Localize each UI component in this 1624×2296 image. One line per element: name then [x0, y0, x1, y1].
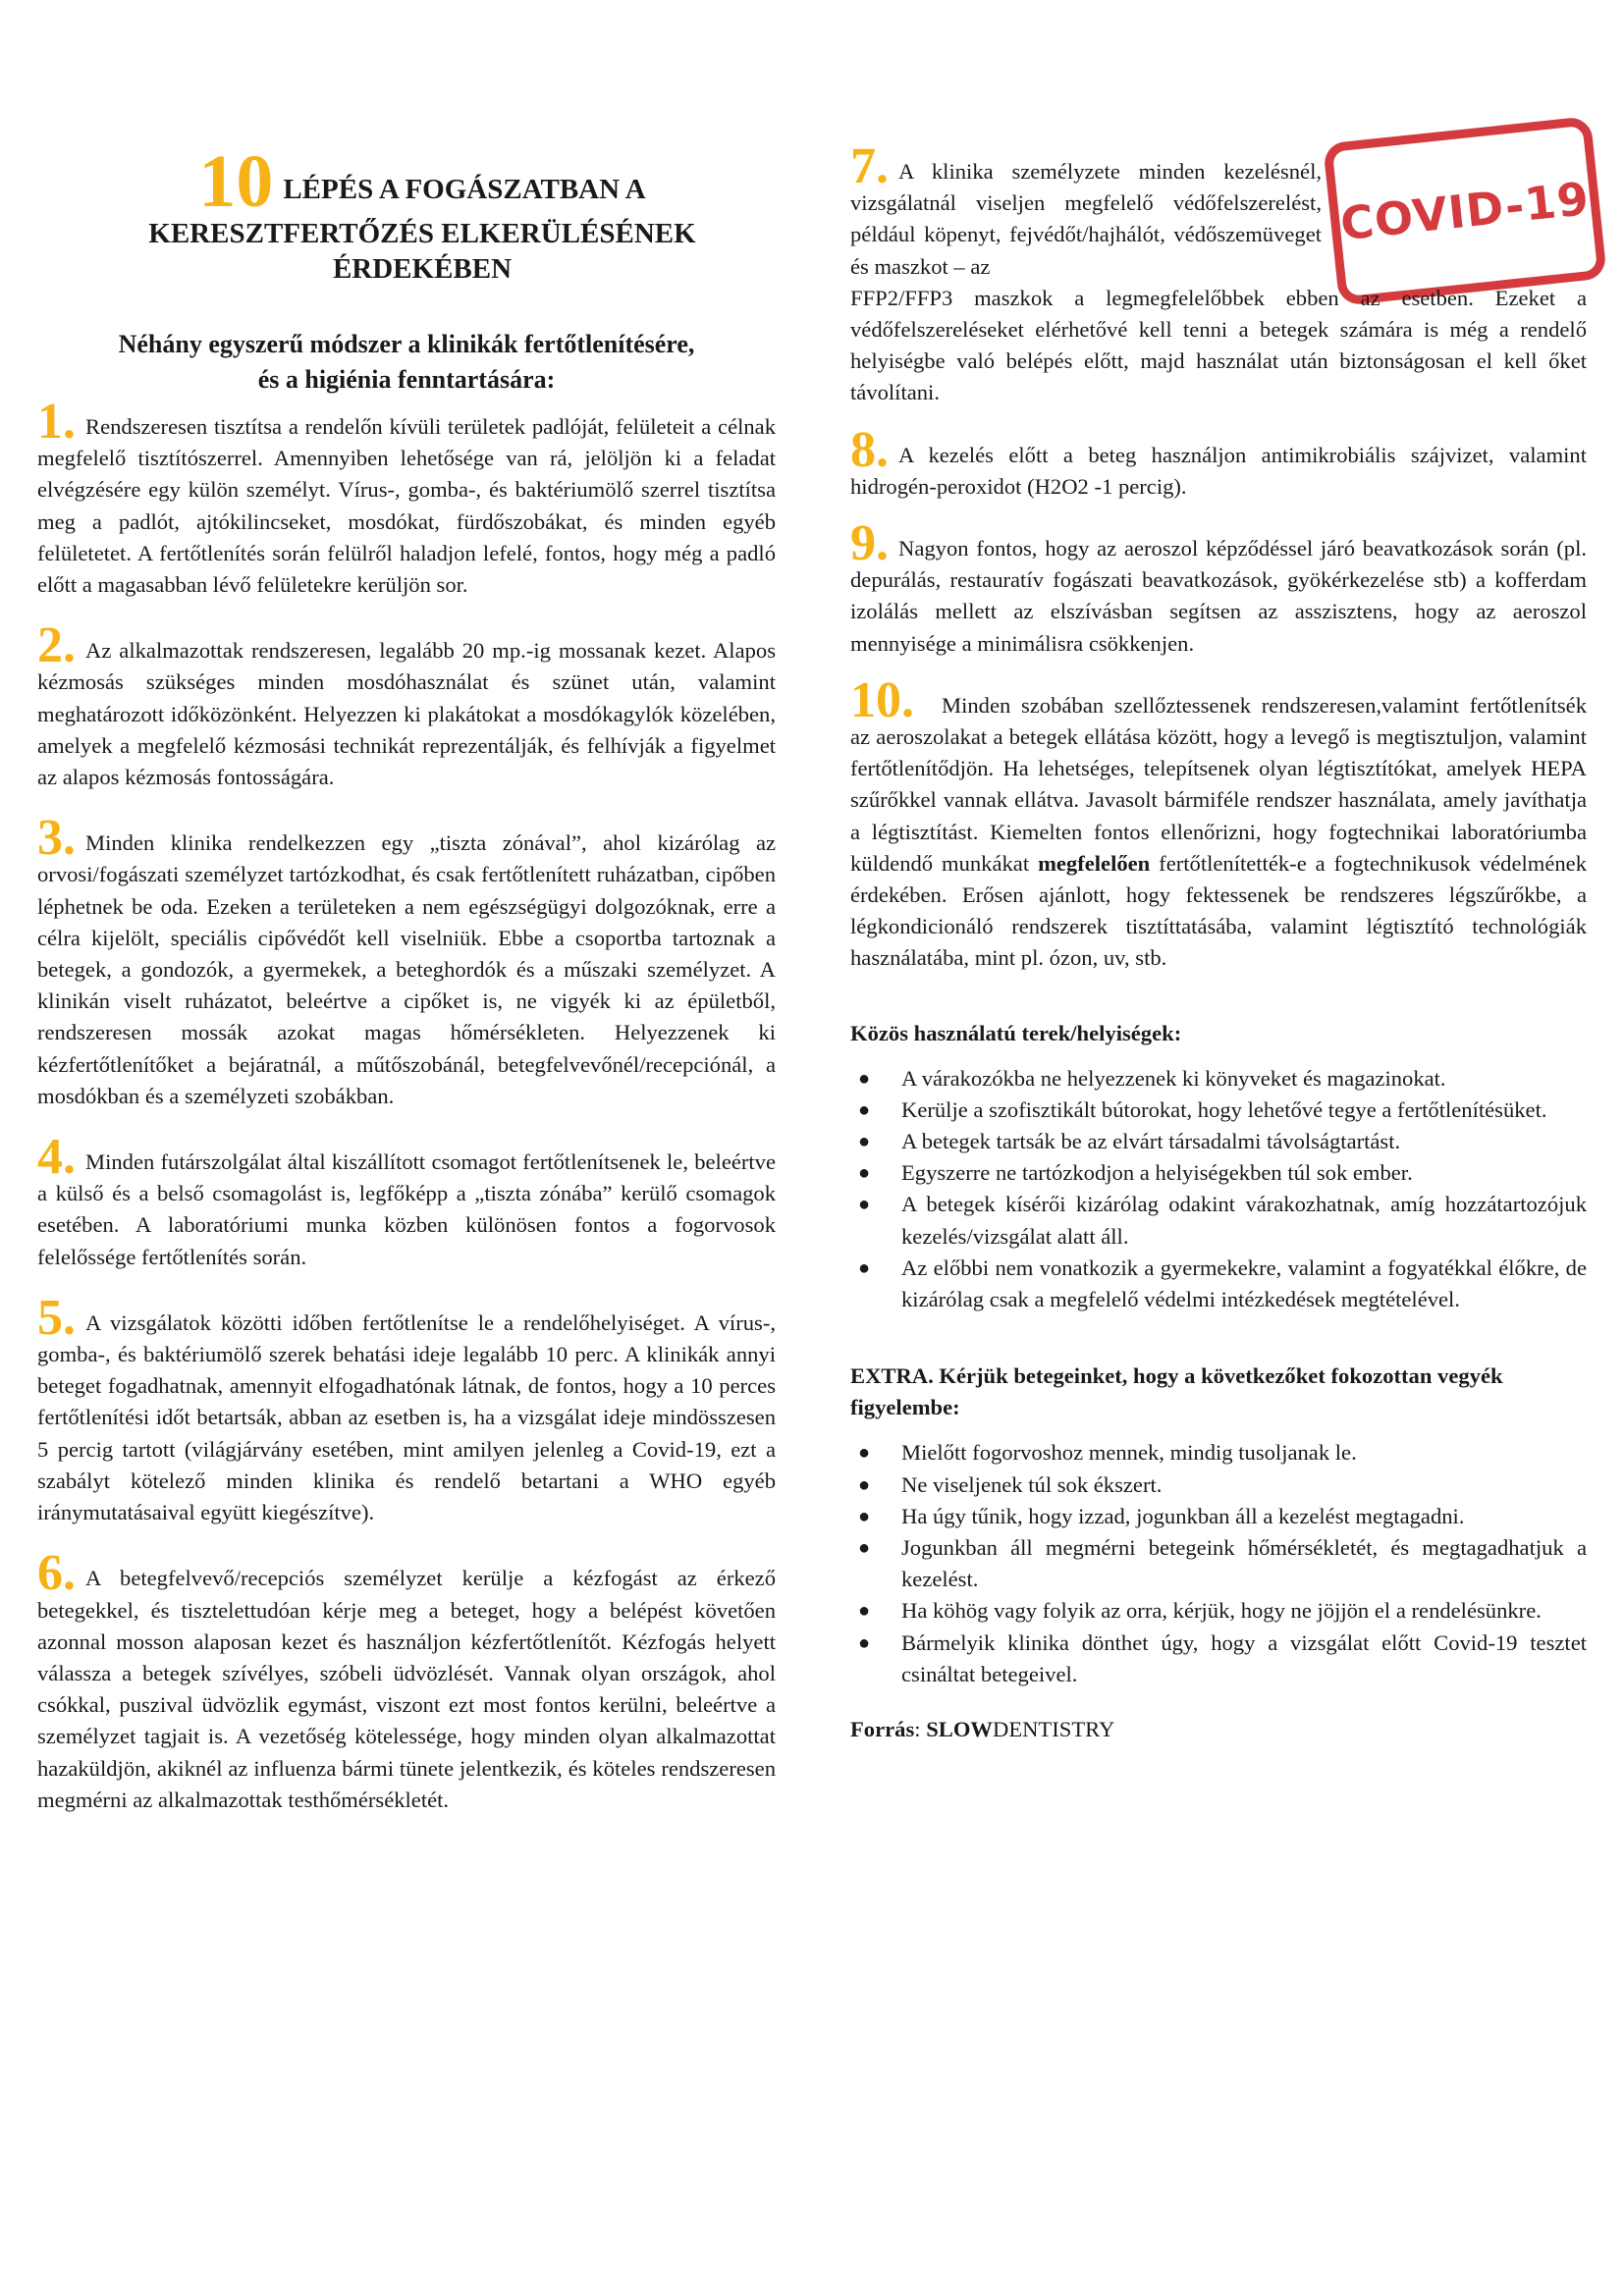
- step-7-number: 7.: [850, 138, 889, 194]
- bullet-icon: ●: [858, 1098, 871, 1121]
- step-1: [37, 394, 776, 601]
- step-2-number: 2.: [37, 617, 76, 674]
- list-item: ● Bármelyik klinika dönthet úgy, hogy a vizsgálat előtt Covid-19 tesztet csináltat betegeivel.: [850, 1628, 1587, 1690]
- step-9-number: 9.: [850, 515, 889, 572]
- step-3-text: Minden klinika rendelkezzen egy „tiszta zónával”, ahol kizárólag az orvosi/fogászati személyzet tartózkodhat, és csak fertőtlenített ruházatban, cipőben léphetnek be oda. Ezeken a területeken a nem egészségügyi dolgozóknak, erre a célra kijelölt, speciális cipővédőt kell viselniük. Ebbe a csoportba tartoznak a betegek, a gondozók, a gyermekek, a beteghordók és a műszaki személyzet. A klinikán viselt ruházatot, beleértve a cipőket is, ne vigyék ki az épületből, rendszeresen mossák azokat magas hőmérsékleten. Helyezzenek ki kézfertőtlenítőket a bejáratnál, a műtőszobánál, betegfelvevőnél/recepciónál, a mosdókban és a személyzeti szobákban.: [37, 830, 776, 1108]
- step-10: [850, 671, 1587, 975]
- list-item: ● Kerülje a szofisztikált bútorokat, hogy lehetővé tegye a fertőtlenítésüket.: [850, 1095, 1587, 1126]
- source-brand-rest: DENTISTRY: [993, 1716, 1115, 1741]
- step-1-text: Rendszeresen tisztítsa a rendelőn kívüli területek padlóját, felületeit a célnak megfelelő tisztítószerrel. Amennyiben lehetősége van rá, jelöljön ki a feladat elvégzésére egy külön személyt. Vírus-, gomba-, és baktériumölő szerrel tisztítsa meg a padlót, ajtókilincseket, mosdókat, fürdőszobákat, és minden egyéb felületetet. A fertőtlenítés során felülről haladjon lefelé, fontos, hogy még a padló előtt a magasabban lévő felületekre kerüljön sor.: [37, 414, 776, 598]
- step-6: [37, 1545, 776, 1816]
- step-7-text-a: A klinika személyzete minden kezelésnél, vizsgálatnál viseljen megfelelő védőfelszerelést, például köpenyt, fejvédőt/hajhálót, védőszemüveget és maszkot – az: [850, 159, 1322, 279]
- bullet-icon: ●: [858, 1631, 871, 1654]
- bullet-icon: ●: [858, 1162, 871, 1185]
- step-3: [37, 810, 776, 1112]
- step-9: [850, 515, 1587, 660]
- step-10-text-a: Minden szobában szellőztessenek rendszeresen,valamint fertőtlenítsék az aeroszolakat a betegek ellátása között, hogy a levegő is megtisztuljon, valamint fertőtlenítődjön. Ha lehetséges, telepítsenek olyan légtisztítókat, amelyek HEPA szűrőkkel vannak ellátva. Javasolt bármiféle rendszer használata, amely javíthatja a légtisztítást. Kiemelten fontos ellenőrizni, hogy fogtechnikai laboratóriumba küldendő munkákat: [850, 692, 1587, 876]
- bullet-icon: ●: [858, 1256, 871, 1279]
- title-line-3: ÉRDEKÉBEN: [332, 253, 513, 285]
- bullet-icon: ●: [858, 1473, 871, 1496]
- subtitle: [37, 327, 776, 398]
- list-item: ● Mielőtt fogorvoshoz mennek, mindig tusoljanak le.: [850, 1437, 1587, 1468]
- list-item: ● Egyszerre ne tartózkodjon a helyiségekben túl sok ember.: [850, 1157, 1587, 1189]
- source-label: Forrás: [850, 1716, 915, 1741]
- list-item: ● A betegek tartsák be az elvárt társadalmi távolságtartást.: [850, 1126, 1587, 1157]
- bullet-icon: ●: [858, 1505, 871, 1527]
- left-column: [37, 394, 776, 1816]
- step-10-number: 10.: [850, 671, 914, 728]
- extra-heading: EXTRA. Kérjük betegeinket, hogy a következőket fokozottan vegyék figyelembe:: [850, 1363, 1503, 1420]
- step-10-bold: megfelelően: [1038, 850, 1151, 876]
- list-item: ● Ha köhög vagy folyik az orra, kérjük, hogy ne jöjjön el a rendelésünkre.: [850, 1595, 1587, 1627]
- source-brand-bold: SLOW: [926, 1716, 993, 1741]
- list-item: ● Ne viseljenek túl sok ékszert.: [850, 1469, 1587, 1501]
- step-6-text: A betegfelvevő/recepciós személyzet kerülje a kézfogást az érkező betegekkel, és tisztelettudóan kérje meg a beteget, hogy a belépést követően azonnal mosson alaposan kezet és használjon kézfertőtlenítőt. Kézfogás helyett válassza a betegek szívélyes, szóbeli üdvözlését. Vannak olyan országok, ahol csókkal, puszival üdvözlik egymást, viszont ezt most fontos kerülni, beleértve a személyzet tagjait is. A vezetőség kötelessége, hogy minden olyan alkalmazottat hazaküldjön, akiknél az influenza bármi tünete jelentkezik, és köteles rendszeresen megmérni az alkalmazottak testhőmérsékletét.: [37, 1566, 776, 1812]
- step-3-number: 3.: [37, 810, 76, 867]
- list-item: ● A betegek kísérői kizárólag odakint várakozhatnak, amíg hozzátartozójuk kezelés/vizsgálat alatt áll.: [850, 1189, 1587, 1252]
- stamp-text: COVID-19: [1337, 171, 1593, 251]
- step-7: [850, 138, 1322, 283]
- subtitle-line-1: Néhány egyszerű módszer a klinikák fertőtlenítésére,: [118, 330, 695, 358]
- step-9-text: Nagyon fontos, hogy az aeroszol képződéssel járó beavatkozások során (pl. depurálás, restauratív fogászati beavatkozások, gyökérkezelése stb) a kofferdam izolálás mellett az elszívásban segítsen az asszisztens, hogy az aeroszol mennyisége a minimálisra csökkenjen.: [850, 536, 1587, 656]
- step-6-number: 6.: [37, 1545, 76, 1602]
- step-7-continued: FFP2/FFP3 maszkok a legmegfelelőbbek ebben az esetben. Ezeket a védőfelszereléseket elérhetővé kell tenni a betegek számára is még a rendelő helyiségbe való belépés előtt, majd használat után biztonságosan el kell őket távolítani.: [850, 285, 1587, 405]
- source-line: Forrás: SLOWDENTISTRY: [850, 1716, 1115, 1741]
- title-line-1: LÉPÉS A FOGÁSZATBAN A: [283, 174, 646, 205]
- list-item: ● Ha úgy tűnik, hogy izzad, jogunkban áll a kezelést megtagadni.: [850, 1501, 1587, 1532]
- step-8-number: 8.: [850, 421, 889, 478]
- bullet-icon: ●: [858, 1067, 871, 1090]
- right-column: [850, 138, 1587, 1745]
- step-5-number: 5.: [37, 1289, 76, 1346]
- bullet-icon: ●: [858, 1194, 871, 1216]
- bullet-icon: ●: [858, 1536, 871, 1559]
- step-4: [37, 1129, 776, 1273]
- step-4-number: 4.: [37, 1129, 76, 1186]
- step-8-text: A kezelés előtt a beteg használjon antimikrobiális szájvizet, valamint hidrogén-peroxidot (H2O2 -1 percig).: [850, 442, 1587, 499]
- step-5: [37, 1289, 776, 1528]
- step-2: [37, 617, 776, 793]
- step-4-text: Minden futárszolgálat által kiszállított csomagot fertőtlenítsenek le, beleértve a külső és a belső csomagolást is, legfőképp a „tiszta zónába” kerülő csomagok esetében. A laboratóriumi munka közben különösen fontos a fogorvosok felelőssége fertőtlenítés során.: [37, 1149, 776, 1269]
- step-5-text: A vizsgálatok közötti időben fertőtlenítse le a rendelőhelyiséget. A vírus-, gomba-, és baktériumölő szerek behatási ideje legalább 10 perc. A klinikák annyi beteget fogadhatnak, amennyit elfogadhatónak látnak, de fontos, hogy a 10 perces fertőtlenítési időt betartsák, abban az esetben is, ha a vizsgálat ideje mindösszesen 5 percig tartott (világjárvány esetében, mint amilyen jelenleg a Covid-19, ezt a szabályt kötelező minden klinika és rendelő betartani a WHO egyéb iránymutatásaival együtt kiegészítve).: [37, 1309, 776, 1525]
- title-line-2: KERESZTFERTŐZÉS ELKERÜLÉSÉNEK: [148, 218, 696, 249]
- title-number: 10: [198, 140, 274, 223]
- step-1-number: 1.: [37, 394, 76, 450]
- list-item: ● A várakozókba ne helyezzenek ki könyveket és magazinokat.: [850, 1063, 1587, 1095]
- common-areas-list: [850, 1063, 1587, 1316]
- extra-list: [850, 1437, 1587, 1690]
- bullet-icon: ●: [858, 1600, 871, 1623]
- list-item: ● Jogunkban áll megmérni betegeink hőmérsékletét, és megtagadhatjuk a kezelést.: [850, 1532, 1587, 1595]
- bullet-icon: ●: [858, 1442, 871, 1465]
- document-title: [88, 140, 756, 287]
- list-item: ● Az előbbi nem vonatkozik a gyermekekre, valamint a fogyatékkal élőkre, de kizárólag csak a megfelelő védelmi intézkedések megtételével.: [850, 1253, 1587, 1315]
- step-2-text: Az alkalmazottak rendszeresen, legalább 20 mp.-ig mossanak kezet. Alapos kézmosás szükséges minden mosdóhasználat és szünet után, valamint meghatározott időközönként. Helyezzen ki plakátokat a mosdókagylók közelében, amelyek a megfelelő kézmosási technikát reprezentálják, és felhívják a figyelmet az alapos kézmosás fontosságára.: [37, 638, 776, 790]
- step-10-text-b: fertőtlenítették-e a fogtechnikusok védelmének érdekében. Erősen ajánlott, hogy fektessenek be rendszeres légszűrőkbe, a légkondicionáló rendszerek tisztíttatásába, valamint légtisztító technológiák használatába, mint pl. ózon, uv, stb.: [850, 850, 1587, 971]
- subtitle-line-2: és a higiénia fenntartására:: [257, 365, 556, 394]
- common-areas-heading: Közös használatú terek/helyiségek:: [850, 1020, 1182, 1045]
- bullet-icon: ●: [858, 1131, 871, 1153]
- step-8: [850, 421, 1587, 503]
